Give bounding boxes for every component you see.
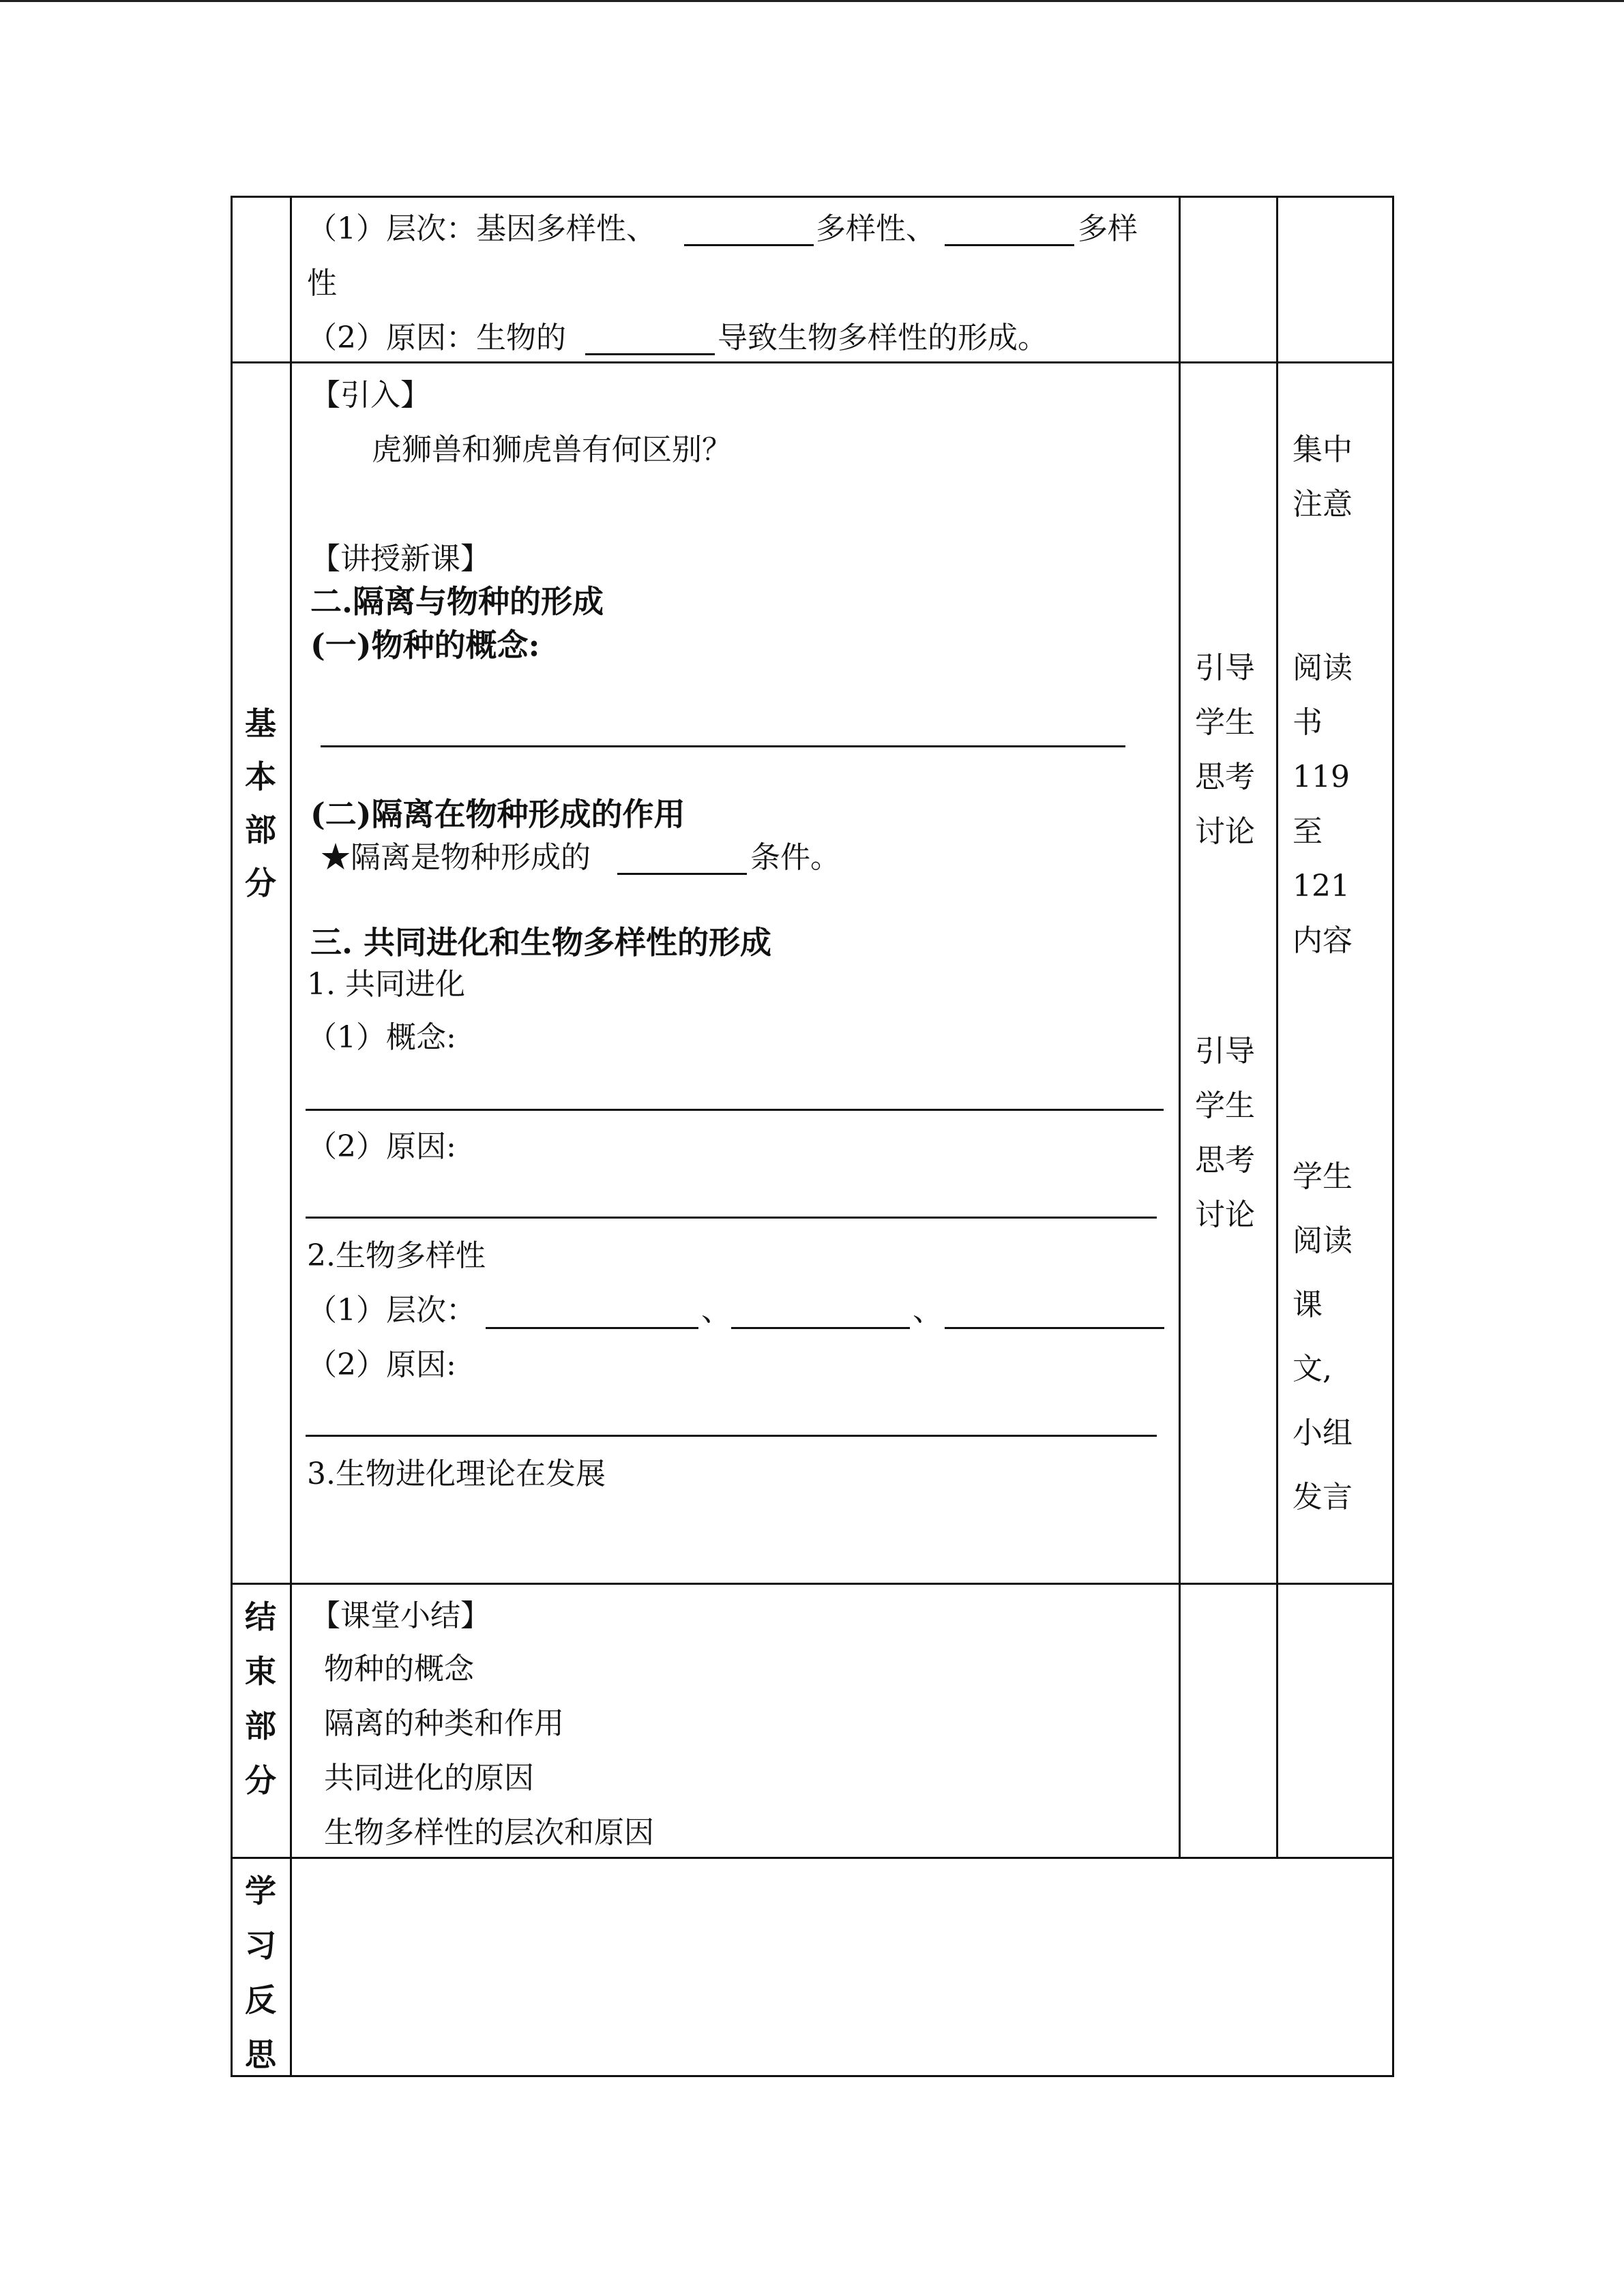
blank-underline <box>486 1327 698 1329</box>
intro-heading: 【引入】 <box>310 378 430 413</box>
coevolution-concept-label: （1）概念: <box>307 1020 456 1055</box>
coevolution-cause-label: （2）原因: <box>307 1129 456 1164</box>
blank-underline <box>945 244 1074 246</box>
coevolution-heading: 1. 共同进化 <box>307 967 465 1002</box>
review-levels-text: 性 <box>307 266 337 301</box>
review-levels-label: （1）层次：基因多样性、 <box>307 211 656 246</box>
biodiversity-cause-label: （2）原因: <box>307 1347 456 1382</box>
page-top-border <box>0 0 1624 2</box>
isolation-statement-end: 条件。 <box>750 840 840 875</box>
blank-underline <box>731 1327 910 1329</box>
review-levels-text: 多样性、 <box>816 211 936 246</box>
lecture-heading: 【讲授新课】 <box>310 541 490 576</box>
separator: 、 <box>701 1293 731 1328</box>
isolation-role-heading: (二)隔离在物种形成的作用 <box>310 796 685 833</box>
review-cause-label: （2）原因：生物的 <box>307 320 566 355</box>
answer-line <box>306 1217 1157 1219</box>
section-3-heading: 三. 共同进化和生物多样性的形成 <box>310 924 772 961</box>
blank-underline <box>684 244 814 246</box>
blank-underline <box>945 1327 1164 1329</box>
answer-line <box>321 745 1125 747</box>
answer-line <box>306 1435 1157 1437</box>
summary-item: 物种的概念 <box>324 1652 474 1686</box>
summary-heading: 【课堂小结】 <box>310 1598 490 1633</box>
answer-line <box>306 1109 1164 1111</box>
review-levels-text: 多样 <box>1078 211 1138 246</box>
section-2-heading: 二.隔离与物种的形成 <box>310 583 604 620</box>
summary-item: 共同进化的原因 <box>324 1761 534 1795</box>
isolation-statement: ★隔离是物种形成的 <box>321 840 591 875</box>
blank-underline <box>585 353 715 355</box>
summary-item: 生物多样性的层次和原因 <box>324 1815 654 1850</box>
intro-question: 虎狮兽和狮虎兽有何区别？ <box>372 432 732 467</box>
separator: 、 <box>913 1293 943 1328</box>
biodiversity-levels-label: （1）层次： <box>307 1293 476 1328</box>
evolution-theory-heading: 3.生物进化理论在发展 <box>307 1457 606 1491</box>
blank-underline <box>617 873 747 875</box>
review-cause-text: 导致生物多样性的形成。 <box>718 320 1048 355</box>
species-concept-heading: (一)物种的概念: <box>310 627 540 664</box>
summary-item: 隔离的种类和作用 <box>324 1706 564 1741</box>
biodiversity-heading: 2.生物多样性 <box>307 1238 486 1273</box>
